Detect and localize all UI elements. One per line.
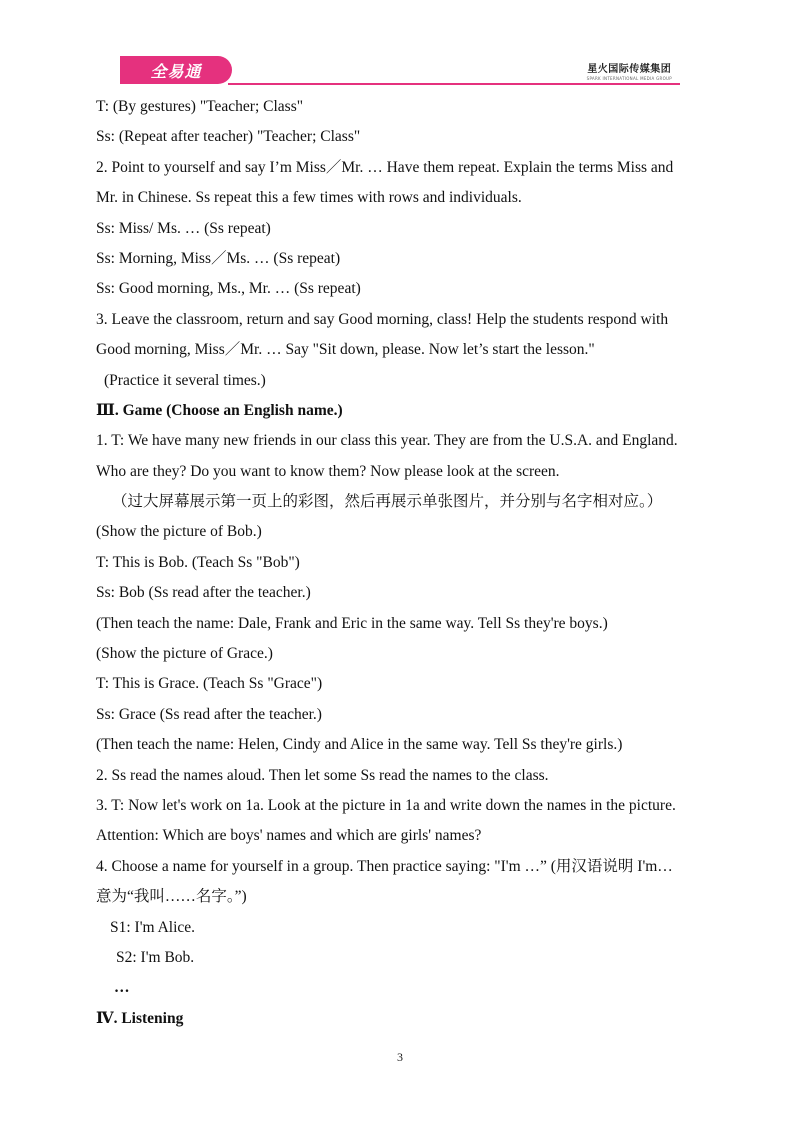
page-header [120, 56, 680, 86]
text-line: (Show the picture of Bob.) [96, 523, 262, 541]
text-line: (Then teach the name: Helen, Cindy and Alice in the same way. Tell Ss they're girls.) [96, 736, 623, 754]
text-line: Mr. in Chinese. Ss repeat this a few times with rows and individuals. [96, 189, 522, 207]
page-number: 3 [397, 1050, 403, 1064]
text-line: 1. T: We have many new friends in our class this year. They are from the U.S.A. and England. [96, 432, 678, 450]
text-line: 2. Point to yourself and say I’m Miss／Mr. … Have them repeat. Explain the terms Miss and [96, 158, 674, 176]
text-line: Ss: Morning, Miss／Ms. … (Ss repeat) [96, 249, 341, 267]
text-line: 2. Ss read the names aloud. Then let some Ss read the names to the class. [96, 766, 549, 784]
text-line: Who are they? Do you want to know them? Now please look at the screen. [96, 462, 560, 480]
text-line: 3. T: Now let's work on 1a. Look at the picture in 1a and write down the names in the picture. [96, 796, 676, 814]
section-heading: Ⅲ. Game (Choose an English name.) [96, 401, 343, 419]
dialogue-line: S1: I'm Alice. [110, 918, 196, 936]
dialogue-line: S2: I'm Bob. [116, 948, 195, 966]
document-body [96, 92, 708, 1034]
company-name: 星火国际传媒集团 [587, 64, 672, 75]
text-line: 4. Choose a name for yourself in a group. Then practice saying: "I'm …” (用汉语说明 I'm… [96, 857, 673, 875]
text-line: T: This is Bob. (Teach Ss "Bob") [96, 553, 300, 571]
text-line: 意为“我叫……名字。”) [96, 888, 247, 906]
text-line: Ss: Bob (Ss read after the teacher.) [96, 584, 311, 602]
brand-logo: 全易通 [120, 56, 232, 84]
header-divider [228, 83, 680, 85]
section-heading: Ⅳ. Listening [96, 1009, 184, 1027]
text-line: Ss: Good morning, Ms., Mr. … (Ss repeat) [96, 280, 361, 298]
text-line: (Then teach the name: Dale, Frank and Eric in the same way. Tell Ss they're boys.) [96, 614, 608, 632]
text-line: T: (By gestures) "Teacher; Class" [96, 98, 304, 115]
text-line: 3. Leave the classroom, return and say Good morning, class! Help the students respond with [96, 310, 669, 328]
text-line: Attention: Which are boys' names and which are girls' names? [96, 827, 482, 845]
company-mark [587, 60, 672, 81]
text-line: T: This is Grace. (Teach Ss "Grace") [96, 675, 323, 693]
text-line: Ss: Miss/ Ms. … (Ss repeat) [96, 219, 271, 237]
text-line: Ss: (Repeat after teacher) "Teacher; Class" [96, 128, 361, 146]
text-line: Good morning, Miss／Mr. … Say "Sit down, please. Now let’s start the lesson." [96, 341, 595, 359]
text-line: （过大屏幕展示第一页上的彩图，然后再展示单张图片，并分别与名字相对应。） [112, 493, 663, 511]
text-line: (Show the picture of Grace.) [96, 645, 273, 663]
ellipsis-line: … [114, 979, 130, 997]
text-line: Ss: Grace (Ss read after the teacher.) [96, 705, 322, 723]
text-line: (Practice it several times.) [104, 371, 266, 389]
company-subtitle: SPARK INTERNATIONAL MEDIA GROUP [586, 76, 672, 81]
